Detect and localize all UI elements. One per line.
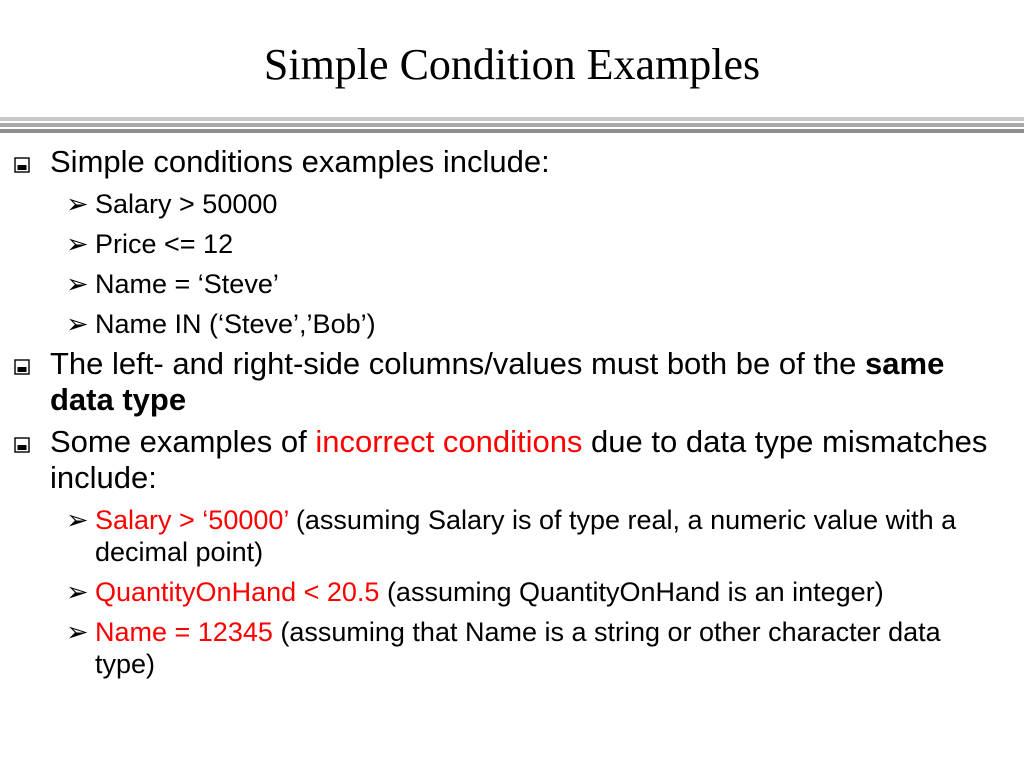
arrowhead-bullet-icon: ➢ <box>66 269 89 299</box>
hollow-square-bullet-icon <box>14 157 30 173</box>
divider-line-3 <box>0 129 1024 133</box>
arrowhead-bullet-icon: ➢ <box>66 309 89 339</box>
bullet-3 <box>0 424 1024 496</box>
sub-bullet-note: (assuming Salary is of type real, a numeric value with a decimal point) <box>95 505 957 567</box>
sub-bullet-1-3 <box>0 268 1024 300</box>
hollow-square-bullet-icon <box>14 437 30 453</box>
arrowhead-bullet-icon: ➢ <box>66 617 89 647</box>
sub-bullet-1-2 <box>0 228 1024 260</box>
bullet-1 <box>0 144 1024 180</box>
arrowhead-bullet-icon: ➢ <box>66 189 89 219</box>
hollow-square-bullet-icon <box>14 359 30 375</box>
sub-bullet-text: Salary > 50000 <box>95 189 278 219</box>
divider-line-1 <box>0 117 1024 121</box>
sub-bullet-1-1 <box>0 188 1024 220</box>
sub-bullet-code: QuantityOnHand < 20.5 <box>95 577 380 607</box>
divider-line-2 <box>0 123 1024 127</box>
slide-title: Simple Condition Examples <box>263 40 761 89</box>
title-divider <box>0 117 1024 137</box>
sub-bullet-text: Price <= 12 <box>95 229 234 259</box>
sub-bullet-3-1 <box>0 504 1024 568</box>
sub-bullet-note: (assuming that Name is a string or other character data type) <box>95 617 941 679</box>
bullet-2-text: The left- and right-side columns/values must both be of the <box>50 346 866 381</box>
arrowhead-bullet-icon: ➢ <box>66 229 89 259</box>
bullet-1-text: Simple conditions examples include: <box>50 144 550 179</box>
bullet-2 <box>0 346 1024 418</box>
sub-bullet-1-4 <box>0 308 1024 340</box>
arrowhead-bullet-icon: ➢ <box>66 505 89 535</box>
bullet-3-text-post: due to data type mismatches include: <box>50 424 988 495</box>
sub-bullet-text: Name = ‘Steve’ <box>95 269 279 299</box>
sub-bullet-3-2 <box>0 576 1024 608</box>
slide-body <box>0 138 1024 680</box>
sub-bullet-text: Name IN (‘Steve’,’Bob’) <box>95 309 376 339</box>
bullet-3-text-pre: Some examples of <box>50 424 316 459</box>
sub-bullet-note: (assuming QuantityOnHand is an integer) <box>379 577 884 607</box>
sub-bullet-code: Salary > ‘50000’ <box>95 505 289 535</box>
sub-bullet-3-3 <box>0 616 1024 680</box>
sub-bullet-code: Name = 12345 <box>95 617 273 647</box>
bullet-2-bold-text: same data type <box>50 346 945 417</box>
bullet-3-highlight: incorrect conditions <box>315 424 583 459</box>
arrowhead-bullet-icon: ➢ <box>66 577 89 607</box>
